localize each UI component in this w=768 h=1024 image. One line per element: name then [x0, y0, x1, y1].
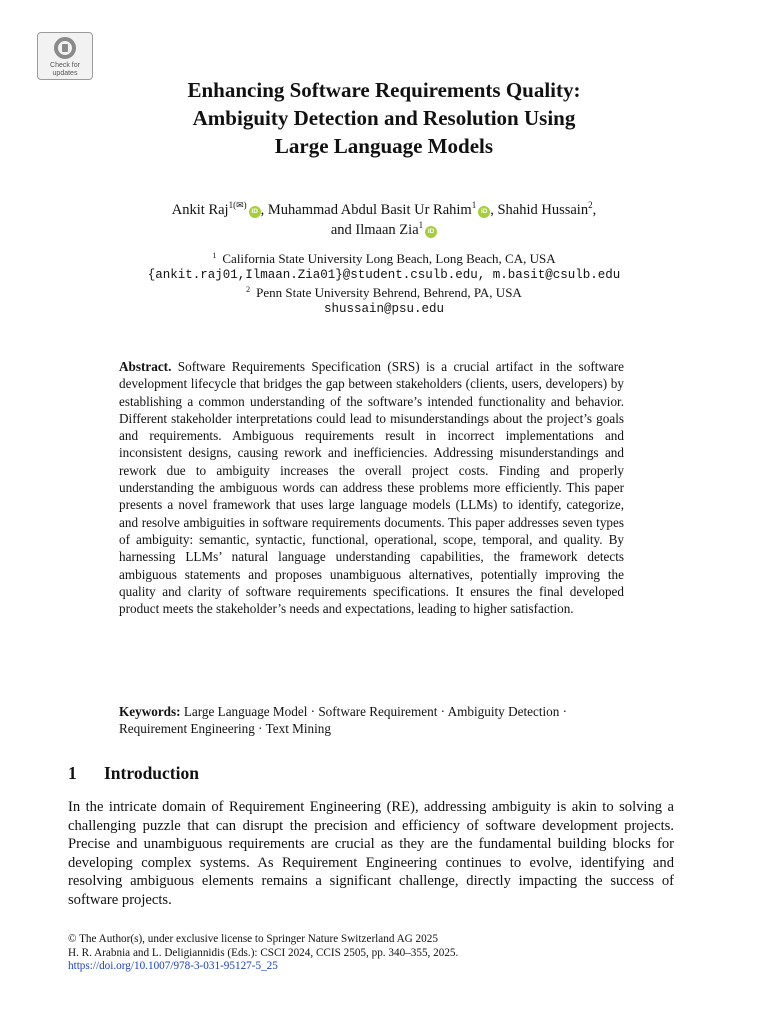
author-name: , Shahid Hussain [490, 202, 589, 218]
footer [68, 933, 688, 974]
citation-line: H. R. Arabnia and L. Deligiannidis (Eds.): CSCI 2024, CCIS 2505, pp. 340–355, 2025. [68, 946, 459, 959]
badge-label: Check for updates [50, 62, 80, 77]
keywords [119, 703, 624, 738]
author-name: Ankit Raj [171, 202, 229, 218]
affiliation-2: $^2$ Penn State University Behrend, Behrend, PA, USA [246, 284, 522, 300]
author-affiliation-mark: 2 [588, 200, 593, 211]
author-name: , Muhammad Abdul Basit Ur Rahim [260, 202, 472, 218]
section-heading [68, 762, 199, 784]
orcid-icon[interactable]: iD [249, 206, 261, 218]
doi-link[interactable]: https://doi.org/10.1007/978-3-031-95127-5_25 [68, 960, 278, 973]
author-list [60, 200, 708, 240]
title-line: Ambiguity Detection and Resolution Using [192, 106, 576, 130]
orcid-icon[interactable]: iD [478, 206, 490, 218]
author-separator: , [592, 202, 597, 218]
author-affiliation-mark: 1 [471, 200, 477, 211]
keywords-text: Large Language Model · Software Requirement · Ambiguity Detection · Requirement Engineering · Text Mining [119, 704, 568, 737]
author-affiliation-mark: 1 [418, 220, 424, 231]
author-email-2: shussain@psu.edu [323, 302, 445, 316]
orcid-icon[interactable]: iD [425, 226, 437, 238]
section-title: Introduction [104, 763, 199, 783]
check-for-updates-badge[interactable] [37, 32, 93, 80]
author-affiliation-mark: 1(✉) [228, 200, 247, 211]
section-number: 1 [68, 763, 77, 783]
affiliation-1: $^1$ California State University Long Beach, Long Beach, CA, USA [212, 250, 556, 266]
paper-title [70, 76, 698, 160]
title-line: Large Language Models [274, 134, 494, 158]
author-emails-1: {ankit.raj01,Ilmaan.Zia01}@student.csulb.edu, m.basit@csulb.edu [147, 268, 621, 282]
author-name: and Ilmaan Zia [330, 222, 419, 238]
keywords-label: Keywords: [119, 704, 181, 719]
affiliations [40, 250, 728, 318]
title-line: Enhancing Software Requirements Quality: [187, 78, 581, 102]
crossmark-icon [54, 37, 76, 59]
abstract-text: Software Requirements Specification (SRS) is a crucial artifact in the software development lifecycle that bridges the gap between stakeholders (clients, users, developers) by establishing a common understanding of the software’s intended functionality and behavior. Different stakeholder interpretations could lead to misunderstandings about the project’s goals and requirements. Ambiguous requirements result in incorrect implementations and inconsistent designs, causing rework and inefficiencies. Addressing misunderstandings and rework due to ambiguity increases the overall project costs. Finding and properly understanding the ambiguous words can address these problems more efficiently. This paper presents a novel framework that uses large language models (LLMs) to identify, categorize, and resolve ambiguities in software requirements documents. This paper addresses seven types of ambiguity: semantic, syntactic, functional, operational, scope, temporal, and quality. By harnessing LLMs’ natural language understanding capabilities, the framework detects ambiguous statements and proposes unambiguous alternatives, potentially improving the quality and clarity of software requirements specifications. It ensures the final developed product meets the stakeholder’s needs and expectations, leading to higher satisfaction. [119, 359, 625, 617]
abstract-label: Abstract. [119, 359, 172, 374]
introduction-paragraph: In the intricate domain of Requirement Engineering (RE), addressing ambiguity is akin to solving a challenging puzzle that can disrupt the precision and efficiency of software development projects. Precise and unambiguous requirements are crucial as they are the fundamental building blocks for developing complex systems. As Requirement Engineering continues to evolve, identifying and resolving ambiguous elements remains a significant challenge, directly impacting the success of software projects. [68, 799, 674, 908]
abstract [119, 358, 624, 617]
copyright-line: © The Author(s), under exclusive license to Springer Nature Switzerland AG 2025 [68, 933, 438, 945]
